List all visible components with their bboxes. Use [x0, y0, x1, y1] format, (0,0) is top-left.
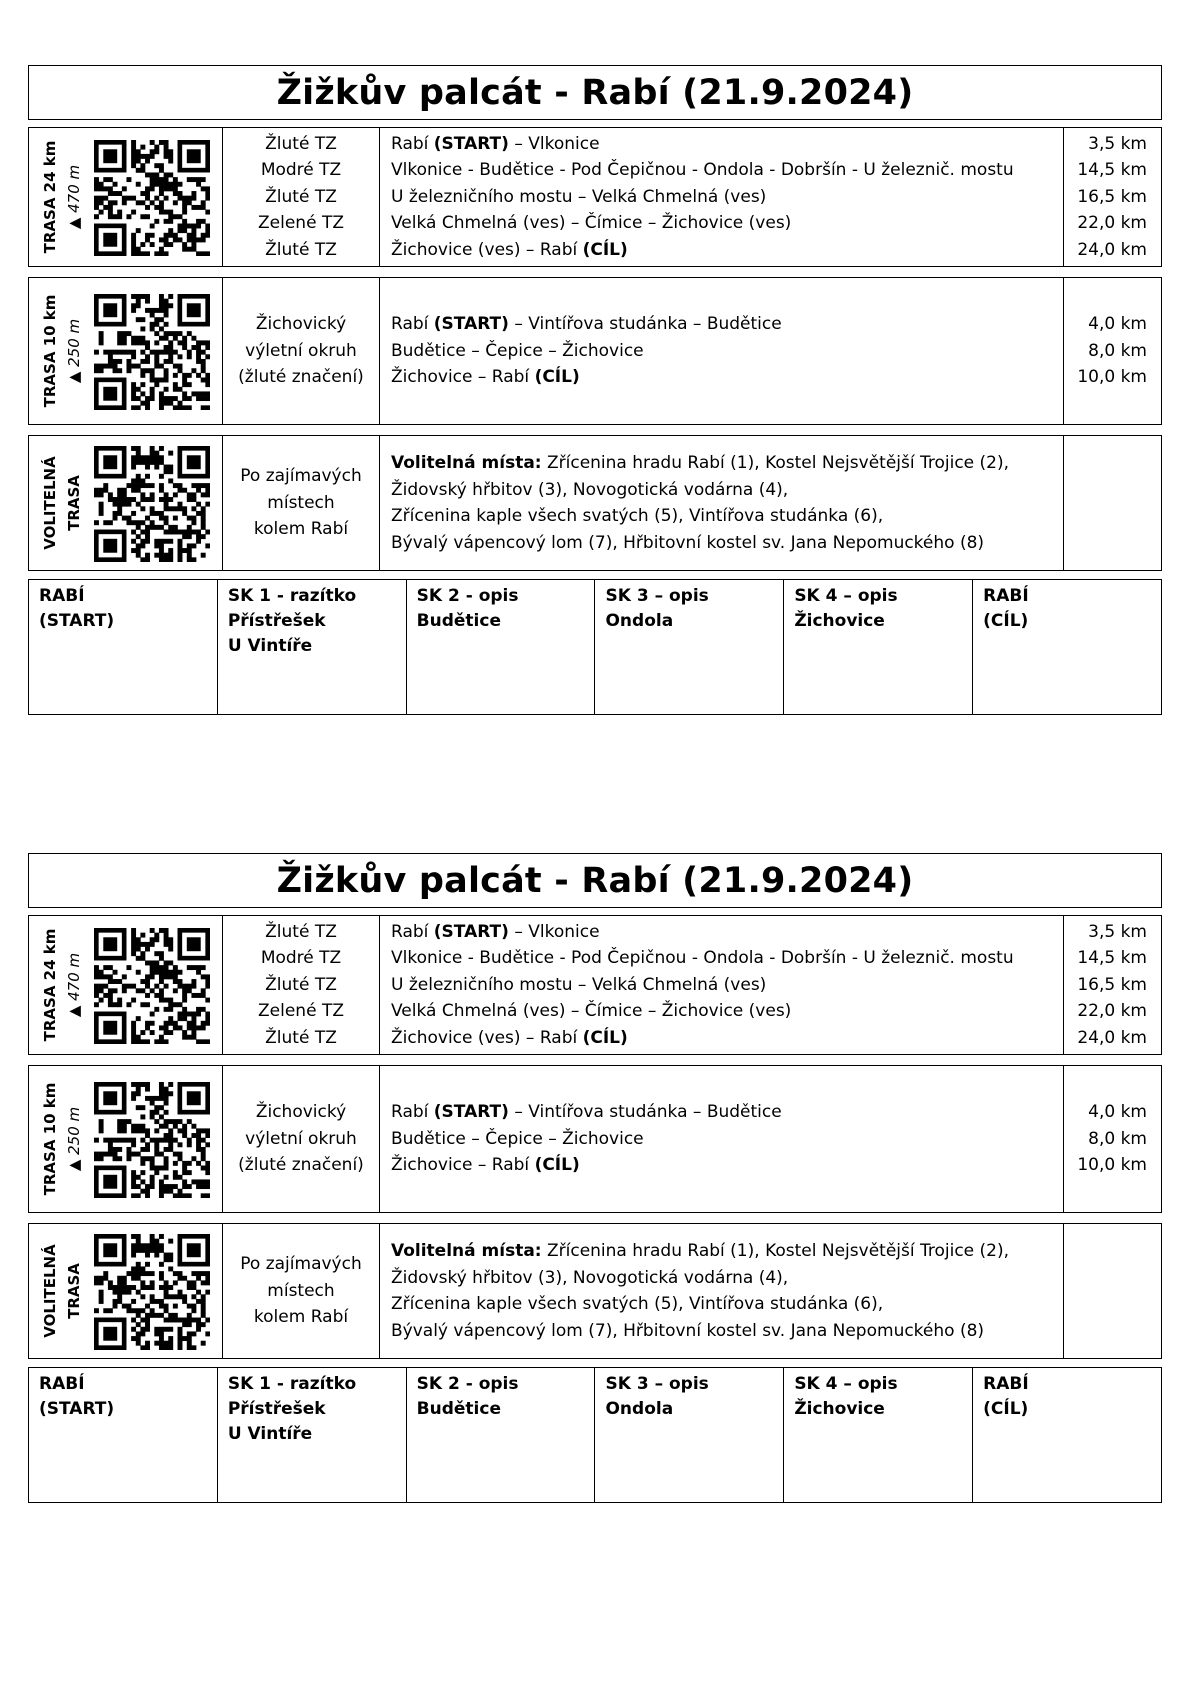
- segment-text: U železničního mostu – Velká Chmelná (ves): [391, 186, 767, 207]
- route-distances-cell: [1064, 128, 1161, 266]
- route-name: TRASA 10 km: [41, 1082, 59, 1196]
- route-segment: [391, 998, 1063, 1025]
- route-marking: Žluté TZ: [265, 239, 337, 260]
- checkpoint-label: SK 1 - razítko: [227, 586, 357, 606]
- route-name: TRASA 24 km: [41, 928, 59, 1042]
- route-row: [28, 915, 1162, 1055]
- route-label-cell: [29, 916, 95, 1054]
- route-row: [28, 127, 1162, 267]
- route-row: [28, 1223, 1162, 1359]
- checkpoint-label: (START): [39, 611, 115, 631]
- checkpoint-row: [28, 579, 1162, 715]
- segment-text-after: – Vintířova studánka – Budětice: [508, 1102, 782, 1123]
- card-title: Žižkův palcát - Rabí (21.9.2024): [28, 853, 1162, 908]
- route-segment: [391, 972, 1063, 999]
- optional-places: Židovský hřbitov (3), Novogotická vodárna (4),: [391, 1267, 789, 1288]
- route-marking: Žluté TZ: [265, 186, 337, 207]
- route-marking: Zelené TZ: [258, 213, 344, 234]
- route-distances-cell: [1064, 1066, 1161, 1212]
- checkpoint-box: [29, 580, 218, 714]
- route-distance: 22,0 km: [1077, 1001, 1147, 1022]
- route-marking: Žichovický: [255, 314, 347, 335]
- route-name-2: TRASA: [65, 475, 83, 531]
- qr-cell: [95, 1066, 223, 1212]
- route-segment: [391, 131, 1063, 158]
- route-marking-cell: [223, 436, 380, 570]
- route-segment: [391, 184, 1063, 211]
- checkpoint-label: RABÍ: [983, 1374, 1029, 1394]
- route-marking: výletní okruh: [245, 1128, 357, 1149]
- route-distance: 22,0 km: [1077, 213, 1147, 234]
- segment-text: Vlkonice - Budětice - Pod Čepičnou - Ondola - Dobršín - U železnič. mostu: [391, 160, 1014, 181]
- route-label: [38, 295, 86, 408]
- checkpoint-label: Přístřešek: [227, 611, 326, 631]
- checkpoint-box: [784, 1368, 973, 1502]
- optional-place-line: [391, 530, 1063, 557]
- route-distances-cell: [1064, 436, 1161, 570]
- qr-cell: [95, 916, 223, 1054]
- optional-places: Židovský hřbitov (3), Novogotická vodárna (4),: [391, 479, 789, 500]
- segment-bold: (START): [433, 1102, 509, 1123]
- route-distance: 10,0 km: [1077, 1155, 1147, 1176]
- route-distance: 14,5 km: [1077, 948, 1147, 969]
- checkpoint-label: Ondola: [605, 1399, 674, 1419]
- segment-text-after: – Vlkonice: [508, 921, 600, 942]
- route-segments-cell: [380, 278, 1064, 424]
- checkpoint-label: SK 4 – opis: [794, 1374, 898, 1394]
- route-segments-cell: [380, 436, 1064, 570]
- segment-bold: (START): [433, 314, 509, 335]
- route-segment: [391, 1025, 1063, 1052]
- route-segment: [391, 237, 1063, 264]
- segment-text: Velká Chmelná (ves) – Čímice – Žichovice (ves): [391, 1001, 792, 1022]
- route-label: [38, 1244, 86, 1337]
- route-marking: Žichovický: [255, 1102, 347, 1123]
- route-segment: [391, 157, 1063, 184]
- optional-heading: Volitelná místa:: [391, 453, 542, 473]
- route-distance: 8,0 km: [1088, 340, 1147, 361]
- route-distance: 3,5 km: [1088, 133, 1147, 154]
- route-card: [28, 853, 1162, 1493]
- checkpoint-box: [595, 1368, 784, 1502]
- route-distance: 14,5 km: [1077, 160, 1147, 181]
- segment-text: U železničního mostu – Velká Chmelná (ves): [391, 974, 767, 995]
- route-marking-cell: [223, 1224, 380, 1358]
- route-row: [28, 1065, 1162, 1213]
- checkpoint-box: [218, 1368, 407, 1502]
- optional-heading: Volitelná místa:: [391, 1241, 542, 1261]
- segment-text: Rabí: [391, 133, 434, 154]
- optional-place-line: [391, 477, 1063, 504]
- qr-code-icon: [94, 140, 210, 256]
- segment-text: Žichovice – Rabí: [391, 367, 535, 388]
- checkpoint-box: [29, 1368, 218, 1502]
- checkpoint-label: Přístřešek: [227, 1399, 326, 1419]
- route-marking: Žluté TZ: [265, 1027, 337, 1048]
- route-distances-cell: [1064, 1224, 1161, 1358]
- route-segment: [391, 1152, 1063, 1179]
- segment-text: Rabí: [391, 1102, 434, 1123]
- route-marking: Žluté TZ: [265, 133, 337, 154]
- route-label: [38, 141, 86, 254]
- route-segments-cell: [380, 1066, 1064, 1212]
- segment-text: Žichovice (ves) – Rabí: [391, 1027, 583, 1048]
- qr-cell: [95, 1224, 223, 1358]
- segment-bold: (CÍL): [534, 367, 580, 388]
- route-distance: 8,0 km: [1088, 1128, 1147, 1149]
- segment-text: Žichovice – Rabí: [391, 1155, 535, 1176]
- qr-code-icon: [94, 1082, 210, 1198]
- optional-places: Zřícenina kaple všech svatých (5), Vintířova studánka (6),: [391, 506, 884, 526]
- optional-place-line: [391, 503, 1063, 530]
- segment-text-after: – Vlkonice: [508, 133, 600, 154]
- checkpoint-label: SK 2 - opis: [416, 586, 519, 606]
- segment-bold: (START): [433, 133, 509, 154]
- checkpoint-box: [973, 1368, 1161, 1502]
- qr-code-icon: [94, 1234, 210, 1350]
- route-distance: 16,5 km: [1077, 186, 1147, 207]
- optional-places: Zřícenina hradu Rabí (1), Kostel Nejsvětější Trojice (2),: [541, 1241, 1010, 1261]
- route-marking: Zelené TZ: [258, 1001, 344, 1022]
- segment-text: Rabí: [391, 314, 434, 335]
- route-marking: kolem Rabí: [253, 1307, 349, 1328]
- route-marking-cell: [223, 916, 380, 1054]
- checkpoint-label: U Vintíře: [227, 1424, 313, 1444]
- route-elevation: ▲ 470 m: [65, 164, 83, 230]
- card-title: Žižkův palcát - Rabí (21.9.2024): [28, 65, 1162, 120]
- checkpoint-label: SK 1 - razítko: [227, 1374, 357, 1394]
- route-elevation: ▲ 250 m: [65, 1106, 83, 1172]
- optional-places: Bývalý vápencový lom (7), Hřbitovní kostel sv. Jana Nepomuckého (8): [391, 1320, 985, 1341]
- qr-code-icon: [94, 446, 210, 562]
- optional-place-line: [391, 1291, 1063, 1318]
- route-segment: [391, 364, 1063, 391]
- qr-cell: [95, 128, 223, 266]
- checkpoint-label: RABÍ: [983, 586, 1029, 606]
- segment-bold: (CÍL): [582, 239, 628, 260]
- segment-text: Rabí: [391, 921, 434, 942]
- route-name: TRASA 10 km: [41, 294, 59, 408]
- checkpoint-label: Ondola: [605, 611, 674, 631]
- route-name: VOLITELNÁ: [41, 456, 59, 550]
- segment-bold: (START): [433, 921, 509, 942]
- checkpoint-label: SK 2 - opis: [416, 1374, 519, 1394]
- route-distance: 10,0 km: [1077, 367, 1147, 388]
- route-segments-cell: [380, 1224, 1064, 1358]
- optional-place-line: [391, 1318, 1063, 1345]
- optional-places: Zřícenina hradu Rabí (1), Kostel Nejsvětější Trojice (2),: [541, 453, 1010, 473]
- route-segment: [391, 311, 1063, 338]
- checkpoint-box: [407, 1368, 596, 1502]
- route-name: TRASA 24 km: [41, 140, 59, 254]
- segment-text: Vlkonice - Budětice - Pod Čepičnou - Ondola - Dobršín - U železnič. mostu: [391, 948, 1014, 969]
- route-label: [38, 929, 86, 1042]
- route-distance: 16,5 km: [1077, 974, 1147, 995]
- route-segment: [391, 210, 1063, 237]
- checkpoint-box: [784, 580, 973, 714]
- qr-cell: [95, 436, 223, 570]
- optional-place-line: [391, 450, 1063, 477]
- route-name: VOLITELNÁ: [41, 1244, 59, 1338]
- route-distance: 4,0 km: [1088, 1102, 1147, 1123]
- checkpoint-label: Budětice: [416, 1399, 501, 1419]
- route-segment: [391, 919, 1063, 946]
- segment-bold: (CÍL): [534, 1155, 580, 1176]
- checkpoint-label: (START): [39, 1399, 115, 1419]
- checkpoint-label: RABÍ: [39, 1374, 85, 1394]
- route-segments-cell: [380, 128, 1064, 266]
- route-marking: (žluté značení): [238, 1155, 364, 1176]
- route-segment: [391, 338, 1063, 365]
- route-card: [28, 65, 1162, 705]
- segment-text: Žichovice (ves) – Rabí: [391, 239, 583, 260]
- route-distance: 4,0 km: [1088, 314, 1147, 335]
- route-segments-cell: [380, 916, 1064, 1054]
- checkpoint-label: SK 4 – opis: [794, 586, 898, 606]
- route-marking-cell: [223, 278, 380, 424]
- route-label: [38, 1083, 86, 1196]
- route-marking: Modré TZ: [260, 948, 342, 969]
- optional-places: Bývalý vápencový lom (7), Hřbitovní kostel sv. Jana Nepomuckého (8): [391, 532, 985, 553]
- optional-place-line: [391, 1238, 1063, 1265]
- checkpoint-box: [973, 580, 1161, 714]
- checkpoint-label: RABÍ: [39, 586, 85, 606]
- route-marking: Žluté TZ: [265, 974, 337, 995]
- route-distances-cell: [1064, 278, 1161, 424]
- route-elevation: ▲ 250 m: [65, 318, 83, 384]
- route-elevation: ▲ 470 m: [65, 952, 83, 1018]
- route-marking: místech: [267, 1280, 335, 1301]
- route-marking: místech: [267, 492, 335, 513]
- route-marking: Po zajímavých: [240, 466, 362, 487]
- route-segment: [391, 1099, 1063, 1126]
- segment-text: Velká Chmelná (ves) – Čímice – Žichovice (ves): [391, 213, 792, 234]
- qr-code-icon: [94, 928, 210, 1044]
- route-distance: 24,0 km: [1077, 239, 1147, 260]
- route-label-cell: [29, 128, 95, 266]
- route-distance: 24,0 km: [1077, 1027, 1147, 1048]
- route-segment: [391, 945, 1063, 972]
- route-distances-cell: [1064, 916, 1161, 1054]
- route-row: [28, 435, 1162, 571]
- route-marking: Žluté TZ: [265, 921, 337, 942]
- route-marking-cell: [223, 128, 380, 266]
- checkpoint-label: Žichovice: [794, 1399, 885, 1419]
- route-label-cell: [29, 1224, 95, 1358]
- route-label-cell: [29, 436, 95, 570]
- checkpoint-label: SK 3 – opis: [605, 1374, 709, 1394]
- segment-text: Budětice – Čepice – Žichovice: [391, 1128, 644, 1149]
- route-row: [28, 277, 1162, 425]
- checkpoint-row: [28, 1367, 1162, 1503]
- checkpoint-box: [218, 580, 407, 714]
- qr-code-icon: [94, 294, 210, 410]
- route-marking: Po zajímavých: [240, 1254, 362, 1275]
- route-marking: výletní okruh: [245, 340, 357, 361]
- optional-place-line: [391, 1265, 1063, 1292]
- checkpoint-label: Žichovice: [794, 611, 885, 631]
- qr-cell: [95, 278, 223, 424]
- checkpoint-label: Budětice: [416, 611, 501, 631]
- checkpoint-label: (CÍL): [983, 611, 1029, 631]
- route-distance: 3,5 km: [1088, 921, 1147, 942]
- route-marking: Modré TZ: [260, 160, 342, 181]
- route-segment: [391, 1126, 1063, 1153]
- route-marking: (žluté značení): [238, 367, 364, 388]
- segment-bold: (CÍL): [582, 1027, 628, 1048]
- checkpoint-box: [595, 580, 784, 714]
- route-marking: kolem Rabí: [253, 519, 349, 540]
- route-name-2: TRASA: [65, 1263, 83, 1319]
- optional-places: Zřícenina kaple všech svatých (5), Vintířova studánka (6),: [391, 1294, 884, 1314]
- checkpoint-label: SK 3 – opis: [605, 586, 709, 606]
- checkpoint-box: [407, 580, 596, 714]
- checkpoint-label: U Vintíře: [227, 636, 313, 656]
- route-label: [38, 456, 86, 549]
- route-label-cell: [29, 1066, 95, 1212]
- route-marking-cell: [223, 1066, 380, 1212]
- segment-text: Budětice – Čepice – Žichovice: [391, 340, 644, 361]
- route-label-cell: [29, 278, 95, 424]
- checkpoint-label: (CÍL): [983, 1399, 1029, 1419]
- segment-text-after: – Vintířova studánka – Budětice: [508, 314, 782, 335]
